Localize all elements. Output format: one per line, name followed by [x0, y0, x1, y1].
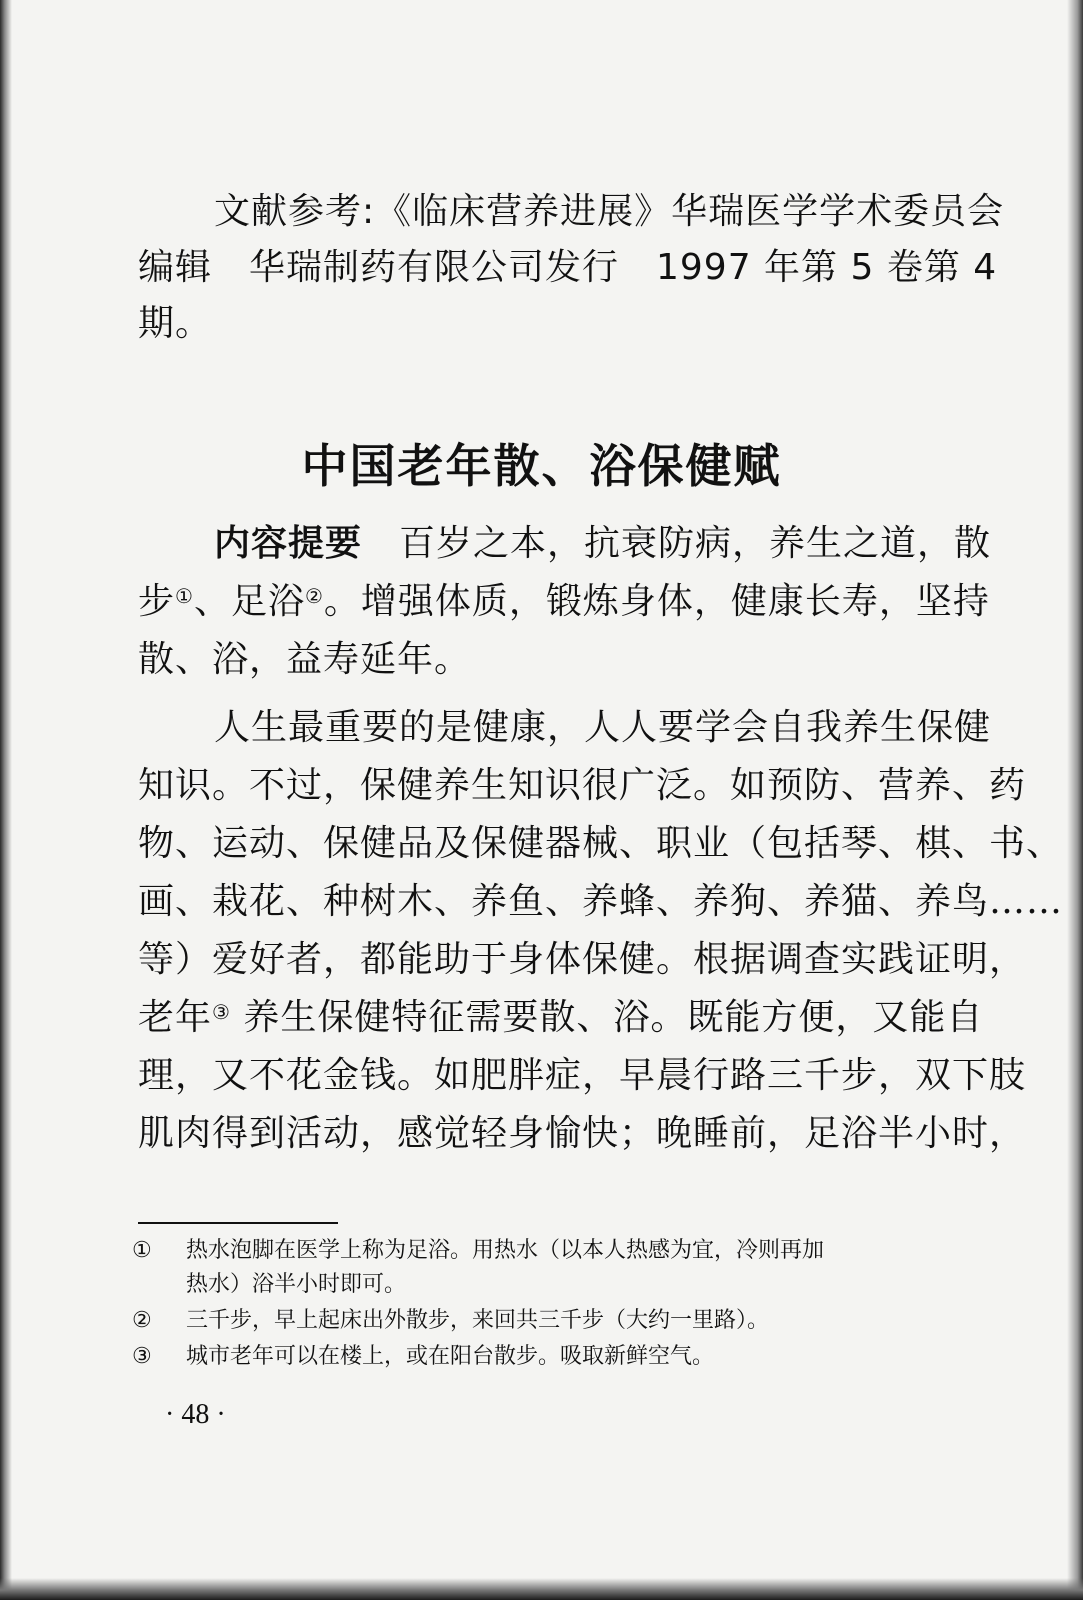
footnote-3-mark: ③ — [132, 1344, 152, 1369]
footnote-2-line-1: 三千步，早上起床出外散步，来回共三千步（大约一里路）。 — [186, 1308, 770, 1333]
abstract-line-2 — [138, 580, 990, 624]
footnote-ref-3: ③ — [212, 1000, 231, 1024]
abstract-line-1 — [214, 522, 991, 566]
reference-line-3: 期。 — [138, 303, 213, 344]
body-line-8: 肌肉得到活动，感觉轻身愉快；晚睡前，足浴半小时， — [138, 1113, 1027, 1154]
abstract-line-3: 散、浴，益寿延年。 — [138, 639, 472, 680]
footnote-1-line-2: 热水）浴半小时即可。 — [186, 1272, 407, 1297]
body-line-5: 等）爱好者，都能助于身体保健。根据调查实践证明， — [138, 939, 1027, 980]
scan-edge-right — [1067, 0, 1083, 1600]
footnote-divider — [138, 1222, 338, 1224]
scan-edge-bottom — [0, 1578, 1083, 1600]
abstract-line-2-a: 步 — [138, 581, 176, 622]
body-line-3: 物、运动、保健品及保健器械、职业（包括琴、棋、书、 — [138, 823, 1064, 864]
footnote-2-mark: ② — [132, 1308, 152, 1333]
body-line-1: 人生最重要的是健康，人人要学会自我养生保健 — [214, 707, 992, 748]
reference-line-1: 文献参考:《临床营养进展》华瑞医学学术委员会 — [214, 191, 1005, 232]
abstract-label: 内容提要 — [214, 523, 363, 564]
page-number: · 48 · — [165, 1399, 226, 1430]
footnote-ref-2: ② — [304, 584, 324, 608]
body-line-7: 理，又不花金钱。如肥胖症，早晨行路三千步，双下肢 — [138, 1055, 1027, 1096]
footnote-1-line-1: 热水泡脚在医学上称为足浴。用热水（以本人热感为宜，冷则再加 — [186, 1238, 825, 1263]
abstract-line-1-text: 百岁之本，抗衰防病，养生之道，散 — [362, 523, 992, 564]
abstract-line-2-b: 、足浴 — [193, 581, 305, 622]
reference-line-2: 编辑 华瑞制药有限公司发行 1997 年第 5 卷第 4 — [138, 247, 998, 288]
body-line-6-b: 养生保健特征需要散、浴。既能方便，又能自 — [230, 997, 984, 1038]
footnote-1-mark: ① — [132, 1238, 152, 1263]
body-line-6-a: 老年 — [138, 997, 213, 1038]
scan-edge-left — [0, 0, 12, 1600]
body-line-4: 画、栽花、种树木、养鱼、养蜂、养狗、养猫、养鸟…… — [138, 881, 1064, 922]
abstract-line-2-c: 。增强体质，锻炼身体，健康长寿，坚持 — [323, 581, 990, 622]
footnote-3-line-1: 城市老年可以在楼上，或在阳台散步。吸取新鲜空气。 — [186, 1344, 715, 1369]
body-line-2: 知识。不过，保健养生知识很广泛。如预防、营养、药 — [138, 765, 1027, 806]
body-line-6 — [138, 996, 983, 1040]
article-title: 中国老年散、浴保健赋 — [301, 439, 782, 493]
footnote-ref-1: ① — [175, 584, 194, 608]
